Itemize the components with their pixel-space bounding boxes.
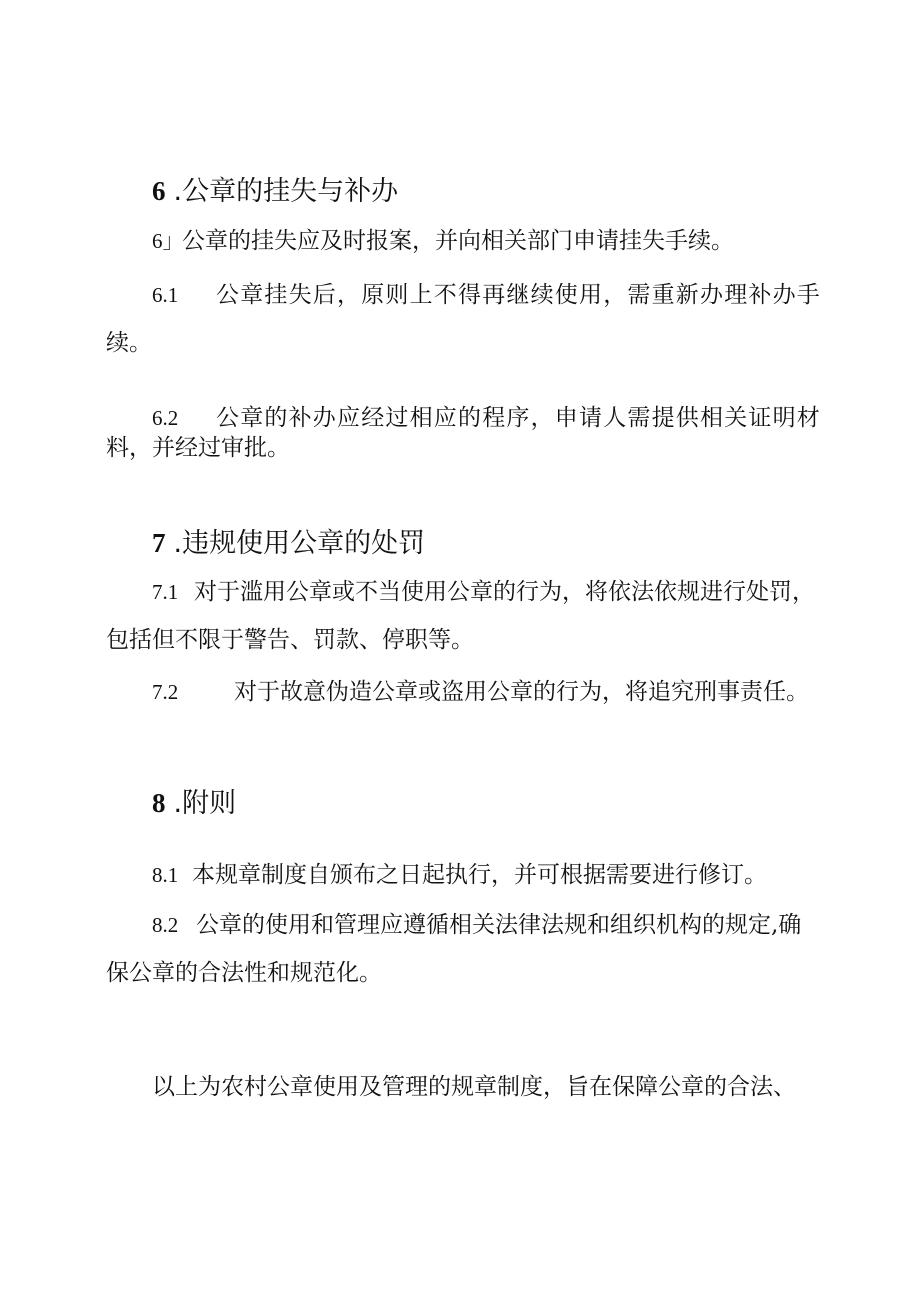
clause-text: 公章的补办应经过相应的程序，申请人需提供相关证明材 (216, 405, 821, 431)
clause-number: 7.1 (152, 580, 179, 604)
section-number: 7 (152, 528, 166, 558)
clause-text: 公章的使用和管理应遵循相关法律法规和组织机构的规定,确 (196, 912, 802, 938)
clause-7-1-cont (106, 625, 474, 655)
clause-text: 包括但不限于警告、罚款、停职等。 (106, 627, 474, 653)
clause-number: 6」 (152, 229, 184, 253)
clause-8-1 (152, 860, 767, 890)
clause-text: 对于滥用公章或不当使用公章的行为，将依法依规进行处罚， (194, 579, 815, 605)
clause-6-1-cont (106, 328, 152, 358)
closing-text: 以上为农村公章使用及管理的规章制度，旨在保障公章的合法、 (152, 1074, 796, 1100)
clause-text: 料，并经过审批。 (106, 435, 290, 461)
clause-7-2 (152, 677, 809, 707)
closing-paragraph (152, 1072, 796, 1102)
clause-text: 对于故意伪造公章或盗用公章的行为，将追究刑事责任。 (234, 679, 809, 705)
section-heading (152, 526, 425, 561)
clause-number: 7.2 (152, 680, 179, 704)
section-number: 6 (152, 176, 166, 206)
clause-number: 8.1 (152, 863, 179, 887)
clause-number: 8.2 (152, 913, 179, 937)
clause-text: 续。 (106, 330, 152, 356)
clause-number: 6.2 (152, 406, 179, 430)
clause-7-1 (152, 577, 815, 607)
clause-text: 本规章制度自颁布之日起执行，并可根据需要进行修订。 (192, 862, 767, 888)
section-title: .附则 (173, 788, 237, 819)
section-heading (152, 174, 398, 209)
section-heading (152, 786, 236, 821)
clause-text: 保公章的合法性和规范化。 (106, 960, 382, 986)
section-number: 8 (152, 788, 166, 818)
clause-6-0 (152, 226, 734, 256)
clause-6-2-cont (106, 433, 290, 463)
clause-6-2 (152, 403, 821, 433)
clause-8-2-cont (106, 958, 382, 988)
clause-text: 公章挂失后，原则上不得再继续使用，需重新办理补办手 (216, 282, 821, 308)
clause-6-1 (152, 280, 821, 310)
clause-number: 6.1 (152, 283, 179, 307)
clause-8-2 (152, 910, 801, 940)
section-title: .公章的挂失与补办 (173, 176, 399, 207)
section-title: .违规使用公章的处罚 (173, 528, 426, 559)
clause-text: 公章的挂失应及时报案，并向相关部门申请挂失手续。 (182, 228, 734, 254)
